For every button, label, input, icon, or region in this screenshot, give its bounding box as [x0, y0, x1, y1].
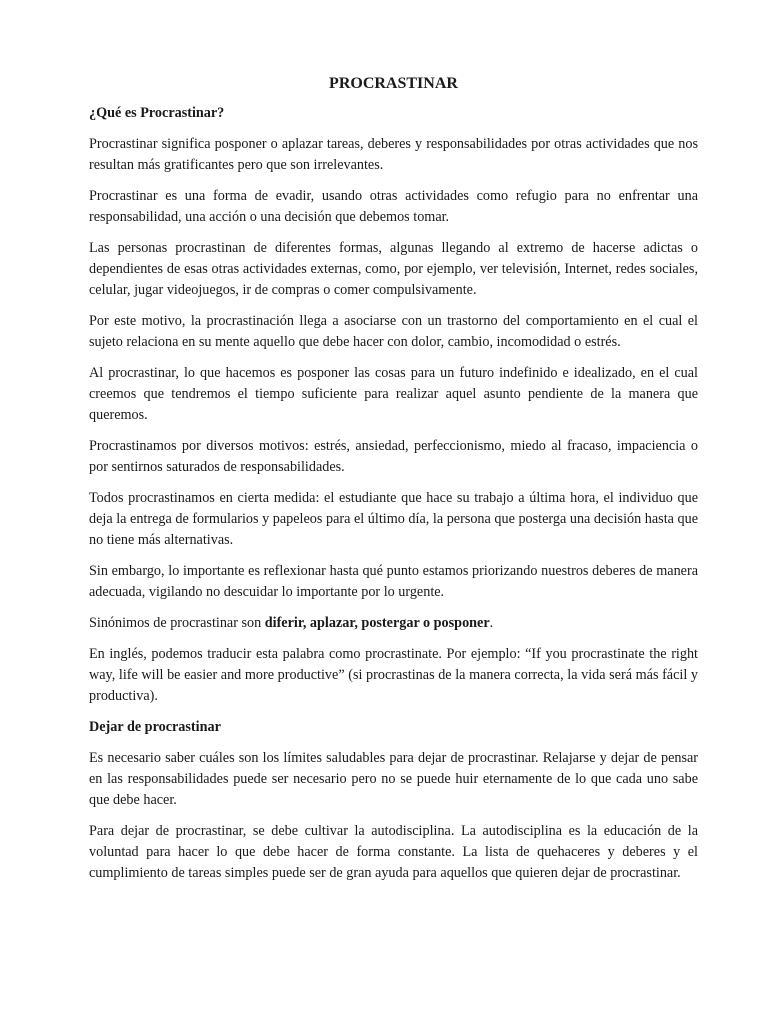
page-title: PROCRASTINAR: [329, 75, 458, 92]
paragraph-8: Sin embargo, lo importante es reflexionar hasta qué punto estamos priorizando nuestros deberes de manera adecuada, vigilando no descuidar lo importante por lo urgente.: [89, 563, 698, 600]
synonyms-suffix: .: [489, 615, 494, 631]
paragraph-6: Procrastinamos por diversos motivos: estrés, ansiedad, perfeccionismo, miedo al fracaso, impaciencia o por sentirnos saturados de responsabilidades.: [89, 438, 698, 475]
section-heading-stop: Dejar de procrastinar: [89, 719, 221, 735]
paragraph-12: Para dejar de procrastinar, se debe cultivar la autodisciplina. La autodisciplina es la educación de la voluntad para hacer lo que debe hacer de forma constante. La lista de quehaceres y deberes y el cumplimiento de tareas simples puede ser de gran ayuda para aquellos que quieren dejar de procrastinar.: [89, 823, 698, 881]
paragraph-4: Por este motivo, la procrastinación llega a asociarse con un trastorno del comportamiento en el cual el sujeto relaciona en su mente aquello que debe hacer con dolor, cambio, incomodidad o estrés.: [89, 313, 698, 350]
paragraph-3: Las personas procrastinan de diferentes formas, algunas llegando al extremo de hacerse adictas o dependientes de esas otras actividades externas, como, por ejemplo, ver televisión, Internet, redes sociales, celular, jugar videojuegos, ir de compras o comer compulsivamente.: [89, 240, 698, 298]
paragraph-11: Es necesario saber cuáles son los límites saludables para dejar de procrastinar. Relajarse y dejar de pensar en las responsabilidades puede ser necesario pero no se puede huir eternamente de lo que cada uno sabe que debe hacer.: [89, 750, 698, 808]
paragraph-synonyms: [89, 613, 698, 634]
paragraph-2: Procrastinar es una forma de evadir, usando otras actividades como refugio para no enfrentar una responsabilidad, una acción o una decisión que debemos tomar.: [89, 188, 698, 225]
paragraph-7: Todos procrastinamos en cierta medida: el estudiante que hace su trabajo a última hora, el individuo que deja la entrega de formularios y papeleos para el último día, la persona que posterga una decisión hasta que no tiene más alternativas.: [89, 490, 698, 548]
paragraph-5: Al procrastinar, lo que hacemos es posponer las cosas para un futuro indefinido e idealizado, en el cual creemos que tendremos el tiempo suficiente para realizar aquel asunto pendiente de la manera que queremos.: [89, 365, 698, 423]
synonyms-list: diferir, aplazar, postergar o posponer: [264, 615, 490, 631]
synonyms-prefix: Sinónimos de procrastinar son: [89, 615, 265, 631]
section-heading-what-is: ¿Qué es Procrastinar?: [89, 105, 225, 121]
paragraph-english: En inglés, podemos traducir esta palabra como procrastinate. Por ejemplo: “If you procrastinate the right way, life will be easier and more productive” (si procrastinas de la manera correcta, la vida será más fácil y productiva).: [89, 646, 698, 704]
paragraph-1: Procrastinar significa posponer o aplazar tareas, deberes y responsabilidades por otras actividades que nos resultan más gratificantes pero que son irrelevantes.: [89, 136, 698, 173]
